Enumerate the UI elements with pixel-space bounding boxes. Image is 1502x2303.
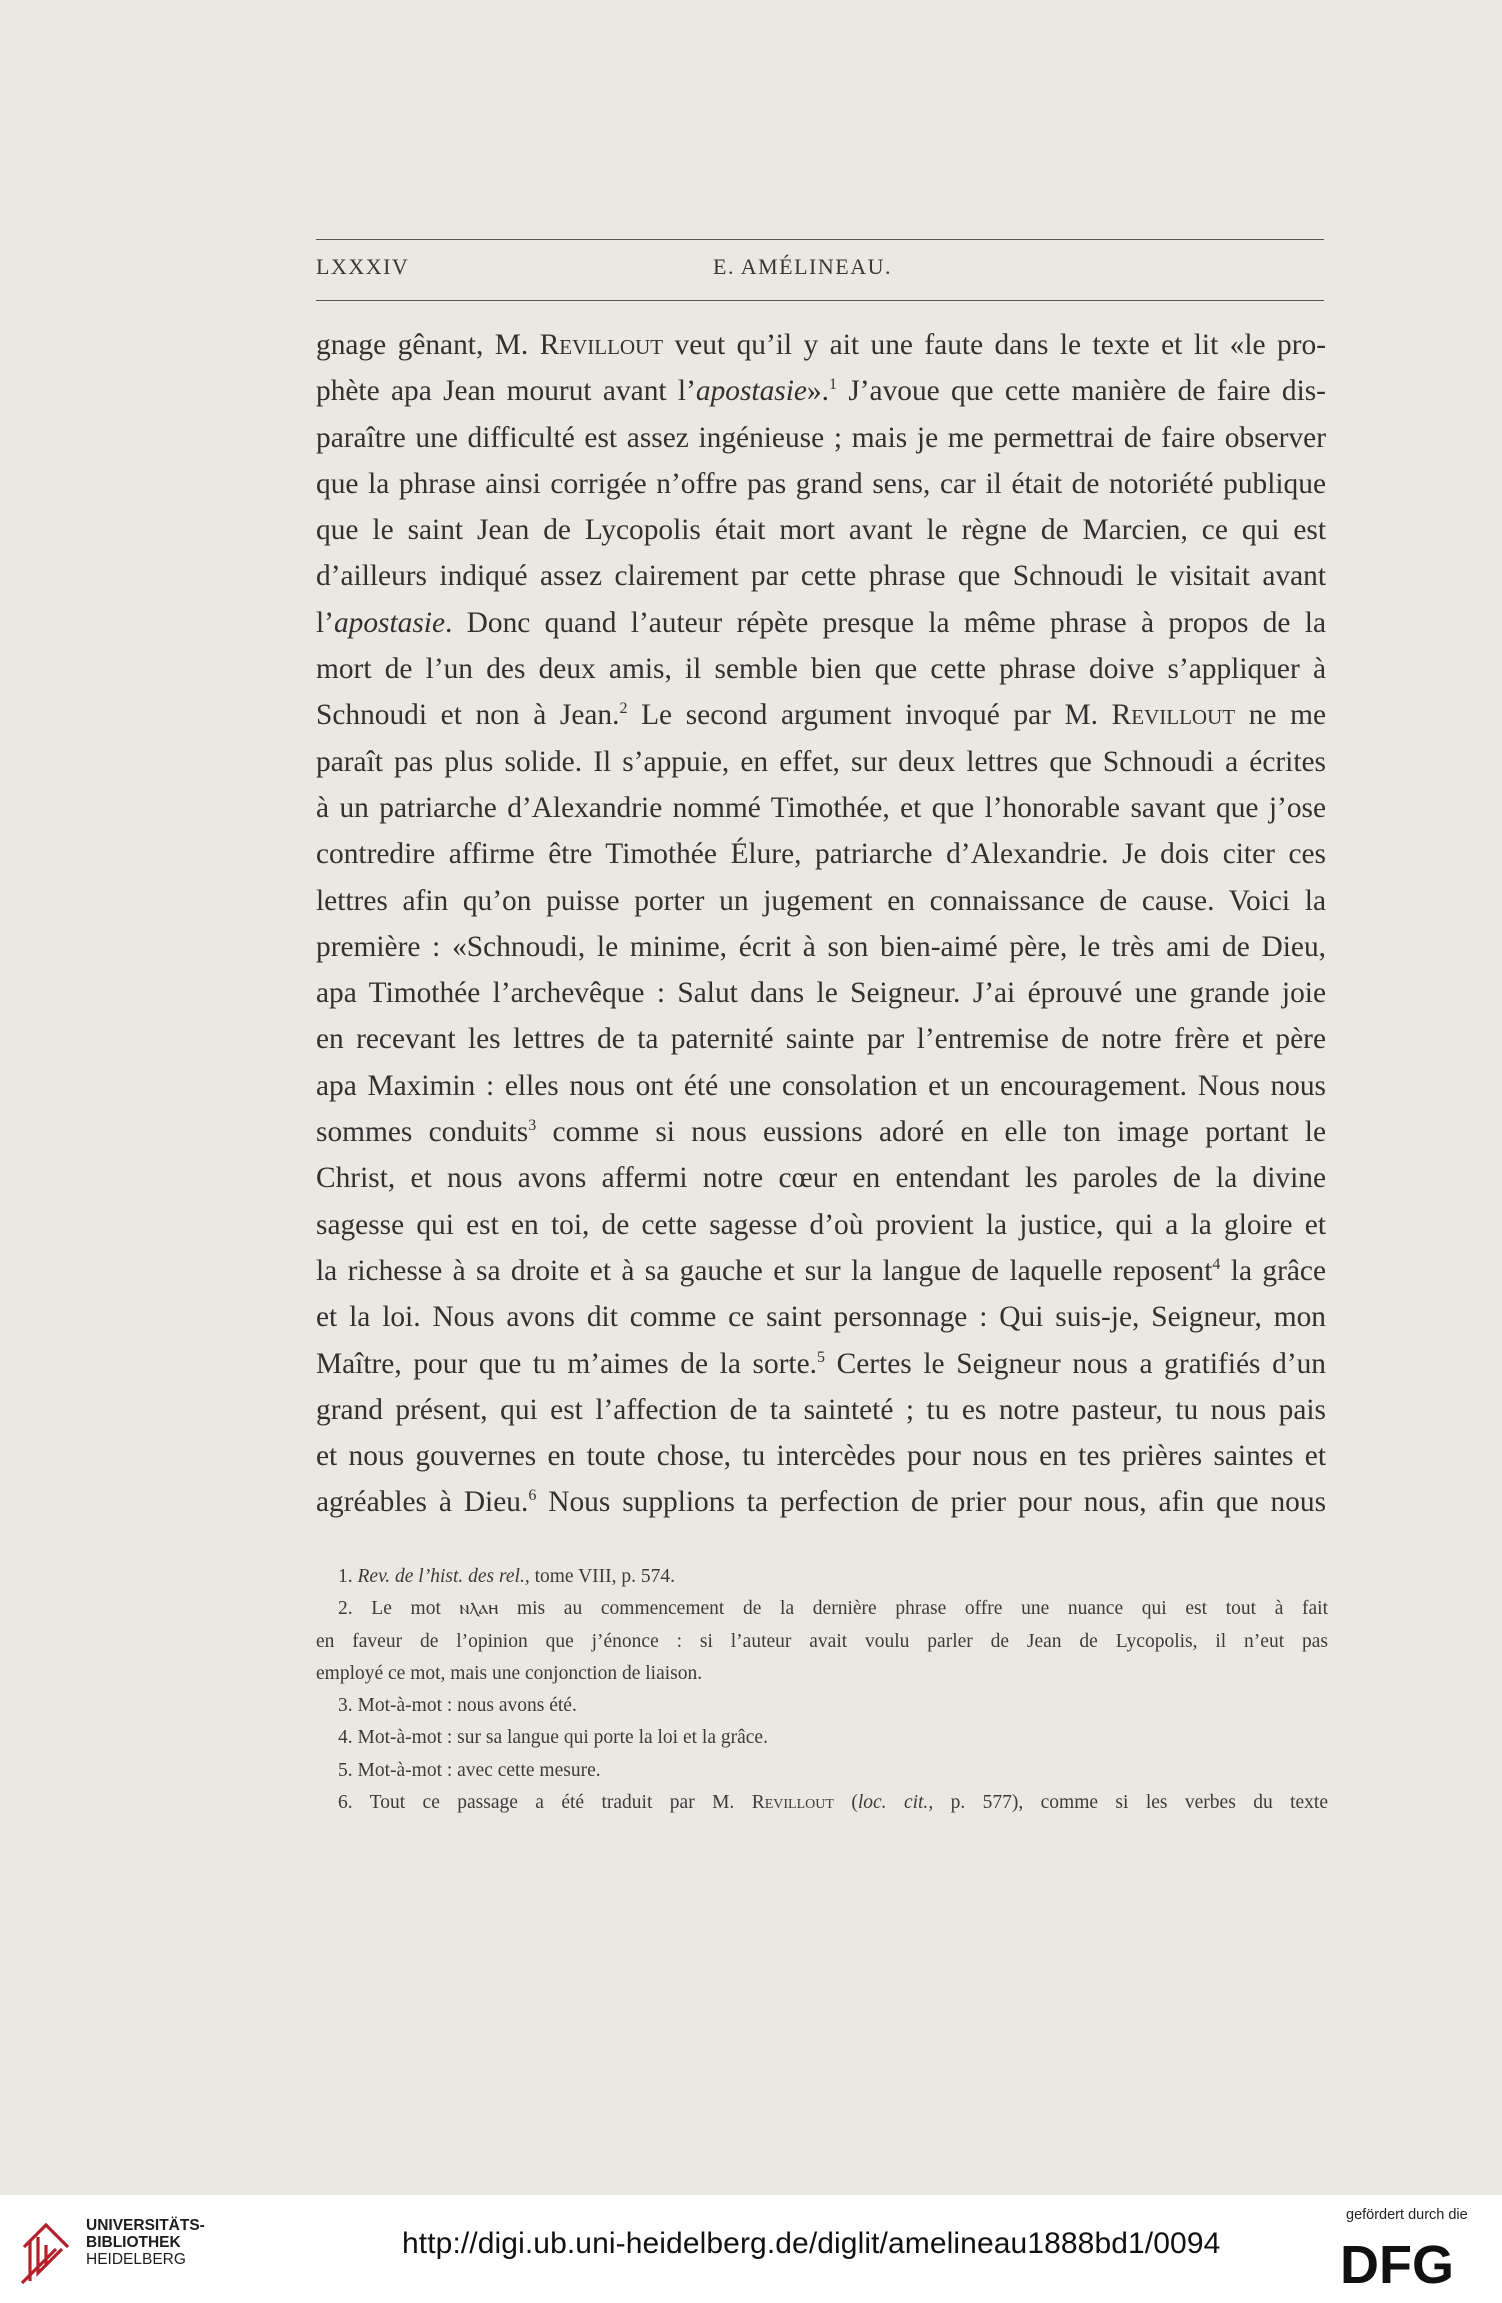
text-line: gnage gênant, M. Revillout veut qu’il y ait une faute dans le texte et lit «le pro- bbox=[316, 329, 1326, 361]
text-line: que le saint Jean de Lycopolis était mort avant le règne de Marcien, ce qui est bbox=[316, 514, 1326, 547]
text-line: sagesse qui est en toi, de cette sagesse d’où provient la justice, qui a la gloire et bbox=[316, 1208, 1326, 1241]
page-folio: LXXXIV bbox=[316, 254, 410, 279]
footnote-6: 6. Tout ce passage a été traduit par M. Revillout (loc. cit., p. 577), comme si les verbes du texte bbox=[338, 1792, 1328, 1814]
body-text bbox=[316, 322, 1326, 1526]
text-line: paraît pas plus solide. Il s’appuie, en effet, sur deux lettres que Schnoudi a écrites bbox=[316, 745, 1326, 778]
footnote-5: 5. Mot-à-mot : avec cette mesure. bbox=[338, 1759, 601, 1781]
text-line: contredire affirme être Timothée Élure, patriarche d’Alexandrie. Je dois citer ces bbox=[316, 838, 1326, 871]
text-line: Maître, pour que tu m’aimes de la sorte.$^5$ Certes le Seigneur nous a gratifiés d’un bbox=[316, 1347, 1326, 1380]
footnote-2: 2. Le mot ⲛⲗⲁⲏ mis au commencement de la dernière phrase offre une nuance qui est tout à fait bbox=[338, 1598, 1329, 1620]
text-line: phète apa Jean mourut avant l’apostasie».$^1$ J’avoue que cette manière de faire dis- bbox=[316, 375, 1326, 408]
dfg-wordmark: DFG bbox=[1340, 2237, 1454, 2289]
dfg-logo-icon bbox=[1340, 2237, 1490, 2289]
library-name: UNIVERSITÄTS- BIBLIOTHEK HEIDELBERG bbox=[86, 2217, 205, 2268]
footnote-ref[interactable]: 2 bbox=[619, 700, 628, 718]
coptic-word: ⲛⲗⲁⲏ bbox=[459, 1598, 499, 1620]
footnote-ref[interactable]: 5 bbox=[816, 1348, 825, 1366]
text-line: en recevant les lettres de ta paternité sainte par l’entremise de notre frère et père bbox=[316, 1023, 1326, 1056]
text-line: lettres afin qu’on puisse porter un jugement en connaissance de cause. Voici la bbox=[316, 884, 1326, 917]
text-line: Christ, et nous avons affermi notre cœur en entendant les paroles de la divine bbox=[316, 1162, 1326, 1195]
text-line: à un patriarche d’Alexandrie nommé Timothée, et que l’honorable savant que j’ose bbox=[316, 791, 1326, 824]
footnote-3: 3. Mot-à-mot : nous avons été. bbox=[338, 1695, 577, 1717]
digitization-footer bbox=[0, 2195, 1502, 2303]
footnote-2-cont: en faveur de l’opinion que j’énonce : si l’auteur avait voulu parler de Jean de Lycopolis, il n’eut pas bbox=[316, 1630, 1328, 1652]
library-logo-icon bbox=[16, 2209, 76, 2289]
footnote-ref[interactable]: 1 bbox=[828, 376, 837, 394]
running-title: E. AMÉLINEAU. bbox=[713, 254, 892, 279]
header-rule-bottom bbox=[316, 300, 1324, 301]
text-line: que la phrase ainsi corrigée n’offre pas grand sens, car il était de notoriété publique bbox=[316, 467, 1326, 500]
text-line: apa Maximin : elles nous ont été une consolation et un encouragement. Nous nous bbox=[316, 1069, 1326, 1102]
text-line: et la loi. Nous avons dit comme ce saint personnage : Qui suis-je, Seigneur, mon bbox=[316, 1301, 1326, 1334]
text-line: sommes conduits$^3$ comme si nous eussions adoré en elle ton image portant le bbox=[316, 1116, 1326, 1149]
text-line: paraître une difficulté est assez ingénieuse ; mais je me permettrai de faire observer bbox=[316, 421, 1326, 454]
text-line: la richesse à sa droite et à sa gauche et sur la langue de laquelle reposent$^4$ la grâce bbox=[316, 1254, 1326, 1287]
footnote-ref[interactable]: 3 bbox=[528, 1117, 537, 1135]
author-name: Revillout bbox=[1111, 699, 1236, 732]
text-line: mort de l’un des deux amis, il semble bien que cette phrase doive s’appliquer à bbox=[316, 653, 1326, 686]
funding-label: gefördert durch die bbox=[1346, 2207, 1468, 2223]
footnote-2-end: employé ce mot, mais une conjonction de liaison. bbox=[316, 1662, 703, 1684]
text-line: grand présent, qui est l’affection de ta sainteté ; tu es notre pasteur, tu nous pais bbox=[316, 1393, 1326, 1426]
text-line: l’apostasie. Donc quand l’auteur répète presque la même phrase à propos de la bbox=[316, 606, 1326, 639]
text-line: première : «Schnoudi, le minime, écrit à son bien-aimé père, le très ami de Dieu, bbox=[316, 930, 1326, 963]
footnote-ref[interactable]: 6 bbox=[528, 1487, 537, 1505]
text-line: apa Timothée l’archevêque : Salut dans le Seigneur. J’ai éprouvé une grande joie bbox=[316, 977, 1326, 1010]
text-line: agréables à Dieu.$^6$ Nous supplions ta perfection de prier pour nous, afin que nous bbox=[316, 1486, 1327, 1519]
footnotes bbox=[316, 1561, 1328, 1819]
running-header bbox=[316, 254, 1324, 284]
footnote-ref[interactable]: 4 bbox=[1212, 1255, 1221, 1273]
footnote-1: 1. Rev. de l’hist. des rel., tome VIII, p. 574. bbox=[338, 1566, 676, 1587]
permalink-url[interactable]: http://digi.ub.uni-heidelberg.de/diglit/amelineau1888bd1/0094 bbox=[402, 2227, 1221, 2260]
header-rule-top bbox=[316, 239, 1324, 240]
footnote-4: 4. Mot-à-mot : sur sa langue qui porte la loi et la grâce. bbox=[338, 1727, 768, 1749]
text-line: Schnoudi et non à Jean.$^2$ Le second argument invoqué par M. Revillout ne me bbox=[316, 699, 1326, 732]
text-line: d’ailleurs indiqué assez clairement par cette phrase que Schnoudi le visitait avant bbox=[316, 560, 1326, 593]
author-name: Revillout bbox=[539, 329, 664, 361]
text-line: et nous gouvernes en toute chose, tu intercèdes pour nous en tes prières saintes et bbox=[316, 1440, 1326, 1473]
